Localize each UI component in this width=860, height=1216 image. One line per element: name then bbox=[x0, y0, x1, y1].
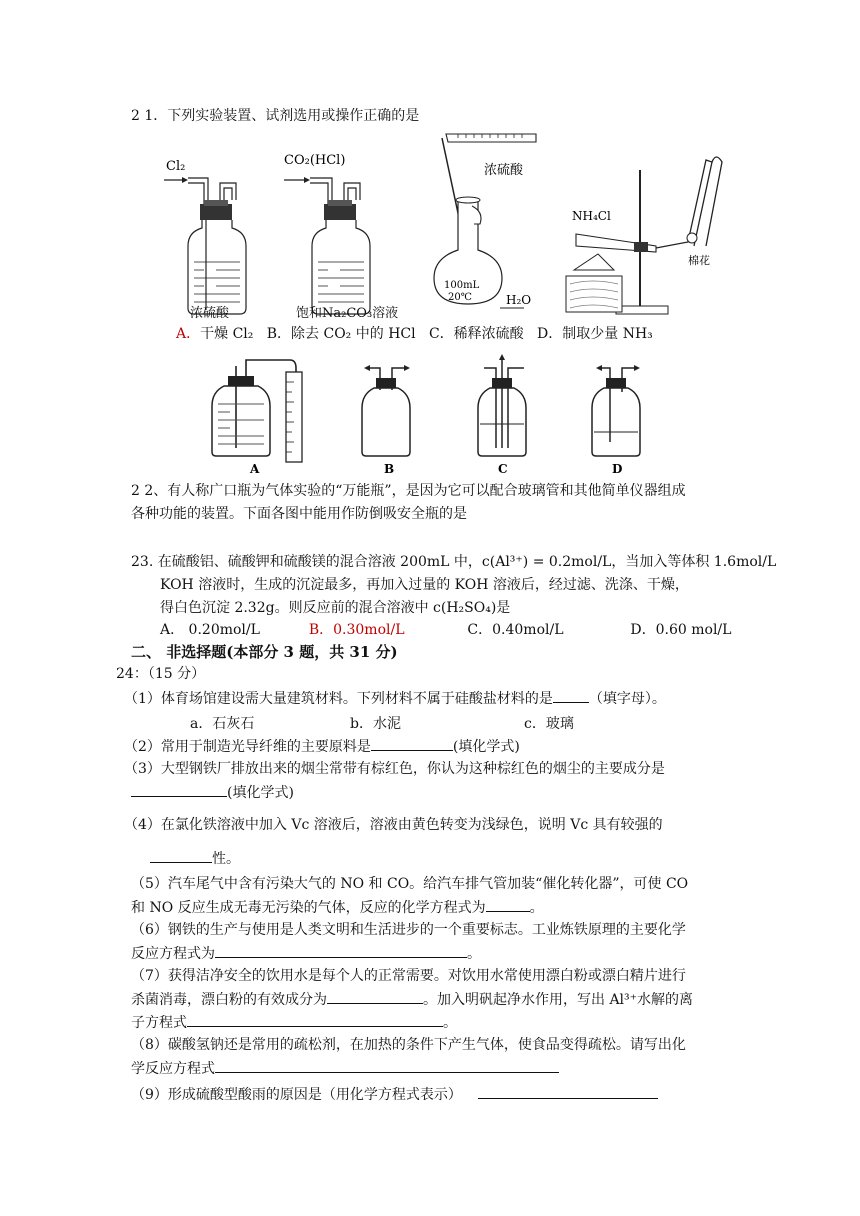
fig-a-liquid-label: 浓硫酸 bbox=[190, 306, 230, 321]
q23-option-a: A． 0.20mol/L bbox=[160, 622, 260, 638]
answer-blank[interactable] bbox=[486, 897, 530, 912]
fig-c-flask-label2: 20℃ bbox=[448, 292, 472, 303]
q24-part2-text: （2）常用于制造光导纤维的主要原料是 bbox=[124, 739, 371, 755]
q24-part8-line1: （8）碳酸氢钠还是常用的疏松剂，在加热的条件下产生气体，使食品变得疏松。请写出化 bbox=[131, 1037, 686, 1053]
q24-part5-tail: 。 bbox=[529, 900, 544, 916]
q23-line3: 得白色沉淀 2.32g。则反应前的混合溶液中 c(H₂SO₄)是 bbox=[160, 600, 511, 616]
q22-figures bbox=[200, 352, 660, 476]
q24-part1-text: （1）体育场馆建设需大量建筑材料。下列材料不属于硅酸盐材料的是 bbox=[124, 691, 553, 707]
q23-option-d: D．0.60 mol/L bbox=[630, 622, 732, 638]
fig-c-flask-label1: 100mL bbox=[444, 280, 480, 291]
fig-c-water-label: H₂O bbox=[506, 293, 532, 307]
q21-figure-b bbox=[280, 150, 410, 325]
q21-options bbox=[176, 324, 653, 344]
q24-part6-text: 反应方程式为 bbox=[131, 946, 215, 962]
q23-options bbox=[160, 620, 731, 640]
q23-option-b: B．0.30mol/L bbox=[308, 622, 405, 638]
q24-part8-line2 bbox=[131, 1058, 559, 1079]
q24-part4-line2 bbox=[150, 848, 240, 869]
q24-part4: （4）在氯化铁溶液中加入 Vc 溶液后，溶液由黄色转变为浅绿色，说明 Vc 具有较强的 bbox=[124, 817, 663, 833]
q24-part9 bbox=[131, 1084, 658, 1105]
q24-part3: （3）大型钢铁厂排放出来的烟尘常带有棕红色，你认为这种棕红色的烟尘的主要成分是 bbox=[124, 761, 665, 777]
q24-part9-text: （9）形成硫酸型酸雨的原因是（用化学方程式表示） bbox=[131, 1087, 462, 1103]
q24-part1-choice-c: c．玻璃 bbox=[524, 716, 574, 732]
q24-part1-choice-b: b．水泥 bbox=[350, 716, 401, 732]
q24-part2 bbox=[124, 736, 520, 757]
q21-figure-c bbox=[428, 128, 548, 323]
q24-part8-text: 学反应方程式 bbox=[131, 1061, 215, 1077]
answer-blank[interactable] bbox=[150, 848, 212, 863]
fig-d-reagent-label: NH₄Cl bbox=[572, 209, 611, 223]
q22-label-b: B bbox=[384, 462, 395, 476]
answer-blank[interactable] bbox=[215, 1058, 559, 1073]
q22-label-a: A bbox=[250, 462, 260, 476]
q22-label-d: D bbox=[612, 462, 623, 476]
q22-figure-b bbox=[362, 365, 410, 476]
q24-part1-tail: （填字母）。 bbox=[588, 691, 666, 707]
q21-figure-d bbox=[556, 150, 726, 325]
q24-part2-tail: (填化学式) bbox=[452, 739, 520, 755]
answer-blank[interactable] bbox=[187, 1012, 443, 1027]
fig-a-gas-label: Cl₂ bbox=[166, 159, 186, 174]
q21-option-d: D．制取少量 NH₃ bbox=[537, 326, 653, 342]
q24-head: 24：（15 分） bbox=[116, 666, 206, 682]
q21-option-c: C．稀释浓硫酸 bbox=[428, 326, 524, 342]
q24-part4-tail: 性。 bbox=[212, 851, 240, 867]
q24-part1-choice-a: a．石灰石 bbox=[190, 716, 255, 732]
q22-stem-line2: 各种功能的装置。下面各图中能用作防倒吸安全瓶的是 bbox=[131, 506, 467, 522]
q22-figure-c bbox=[478, 354, 526, 476]
q24-part5-line2 bbox=[131, 897, 544, 918]
q21-option-a: 干燥 Cl₂ bbox=[200, 326, 254, 342]
section-2-title: 二、 非选择题(本部分 3 题，共 31 分) bbox=[131, 643, 398, 661]
q24-part7-tail: 。加入明矾起净水作用，写出 Al³⁺水解的离 bbox=[423, 992, 694, 1008]
q21-option-b: B．除去 CO₂ 中的 HCl bbox=[266, 326, 416, 342]
q24-part7-tail2: 。 bbox=[443, 1015, 457, 1031]
fig-b-liquid-label: 饱和Na₂CO₃溶液 bbox=[296, 306, 399, 321]
q22-figure-a bbox=[212, 360, 302, 476]
q24-part7-line2 bbox=[131, 989, 693, 1010]
q23-option-c: C．0.40mol/L bbox=[467, 622, 564, 638]
q24-part3-line2 bbox=[131, 782, 294, 803]
q22-label-c: C bbox=[498, 462, 508, 476]
q21-figure-a bbox=[160, 150, 270, 325]
answer-blank[interactable] bbox=[553, 688, 589, 703]
q24-part7-text2: 子方程式 bbox=[131, 1015, 187, 1031]
q22-stem-line1: 2 2、有人称广口瓶为气体实验的“万能瓶”，是因为它可以配合玻璃管和其他简单仪器组成 bbox=[131, 483, 686, 499]
q23-line2: KOH 溶液时，生成的沉淀最多，再加入过量的 KOH 溶液后，经过滤、洗涤、干燥， bbox=[160, 577, 689, 593]
q24-part6-line2 bbox=[131, 943, 481, 964]
q24-part6-tail: 。 bbox=[467, 946, 481, 962]
q24-part5-text: 和 NO 反应生成无毒无污染的气体，反应的化学方程式为 bbox=[131, 900, 486, 916]
answer-blank[interactable] bbox=[478, 1084, 658, 1099]
q23-line1: 23. 在硫酸铝、硫酸钾和硫酸镁的混合溶液 200mL 中，c(Al³⁺) = 0.2mol/L，当加入等体积 1.6mol/L bbox=[131, 554, 777, 570]
q21-option-a-letter: A． bbox=[176, 326, 201, 342]
answer-blank[interactable] bbox=[371, 736, 453, 751]
q24-part7-line3 bbox=[131, 1012, 457, 1033]
q21-stem: 2 1．下列实验装置、试剂选用或操作正确的是 bbox=[131, 108, 420, 124]
q22-figure-d bbox=[592, 365, 640, 476]
q24-part5-line1: （5）汽车尾气中含有污染大气的 NO 和 CO。给汽车排气管加装“催化转化器”，可使 CO bbox=[131, 876, 689, 892]
q24-part3-tail: (填化学式) bbox=[227, 785, 294, 801]
answer-blank[interactable] bbox=[327, 989, 423, 1004]
q24-part7-line1: （7）获得洁净安全的饮用水是每个人的正常需要。对饮用水常使用漂白粉或漂白精片进行 bbox=[131, 968, 686, 984]
answer-blank[interactable] bbox=[215, 943, 467, 958]
fig-b-gas-label: CO₂(HCl) bbox=[284, 153, 346, 168]
q24-part1 bbox=[124, 688, 666, 709]
q24-part6-line1: （6）钢铁的生产与使用是人类文明和生活进步的一个重要标志。工业炼铁原理的主要化学 bbox=[131, 922, 686, 938]
fig-d-cotton-label: 棉花 bbox=[688, 254, 710, 267]
q24-part7-text: 杀菌消毒，漂白粉的有效成分为 bbox=[131, 992, 327, 1008]
answer-blank[interactable] bbox=[131, 782, 227, 797]
fig-c-top-label: 浓硫酸 bbox=[484, 163, 524, 178]
